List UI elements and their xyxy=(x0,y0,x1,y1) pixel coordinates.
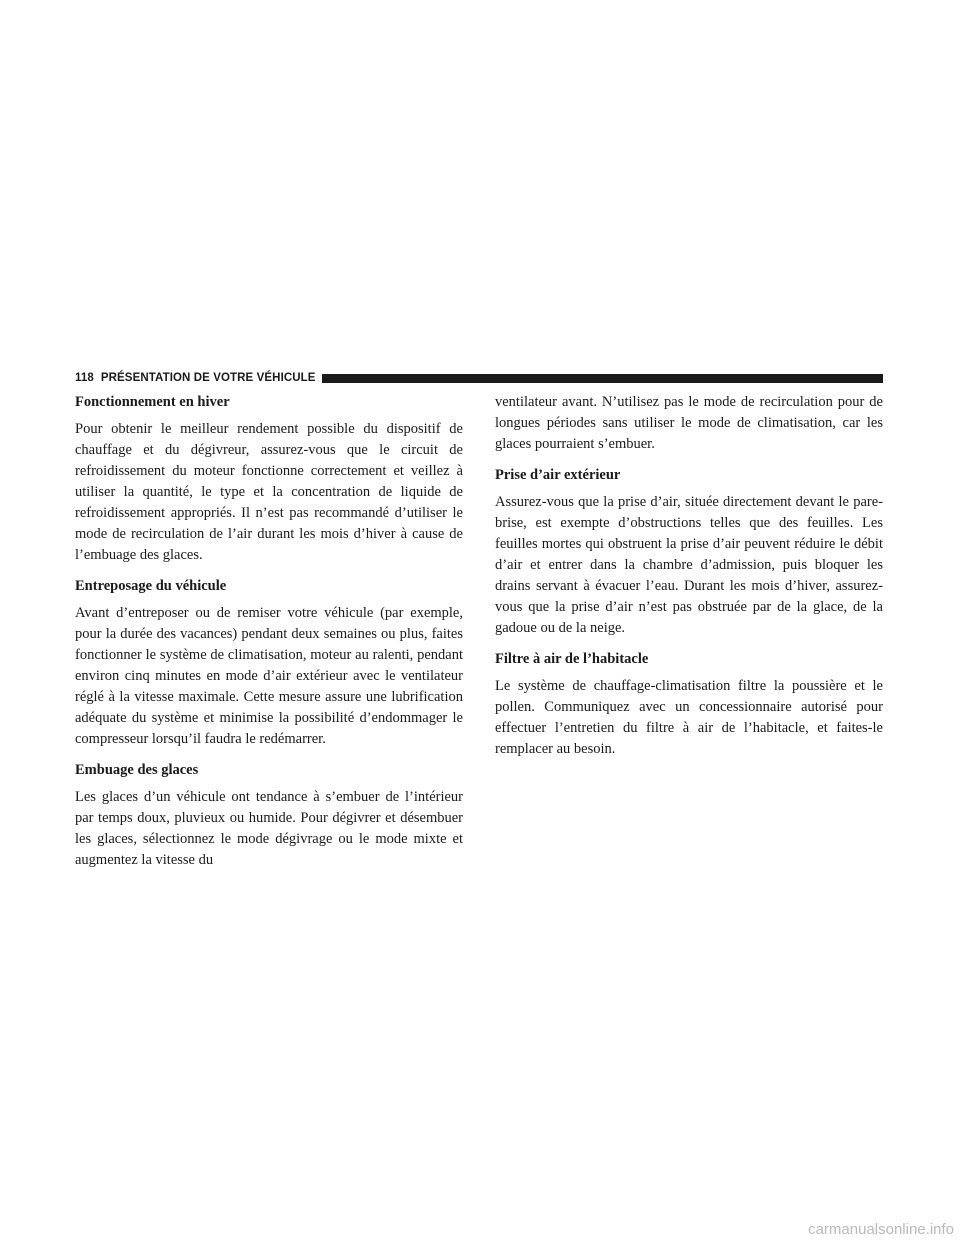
vehicle-storage-heading: Entreposage du véhicule xyxy=(75,578,227,594)
vehicle-storage-text: Avant d’entreposer ou de remiser votre véhicule (par exemple, pour la durée des vacances) pendant deux semaines ou plus, faites fonctionner le système de climatisation, moteur au ralenti, pendant environ cinq minutes en mode d’air extérieur avec le ventilateur réglé à la vitesse maximale. Cette mesure assure une lubrification adéquate du système et minimise la possibilité d’endommager le compresseur lorsqu’il faudra le redémarrer. xyxy=(75,605,463,747)
page-header xyxy=(75,370,883,386)
cabin-air-filter-heading: Filtre à air de l’habitacle xyxy=(495,651,649,667)
window-fogging-heading: Embuage des glaces xyxy=(75,762,199,778)
right-column xyxy=(495,392,883,770)
window-fogging-text: Les glaces d’un véhicule ont tendance à s’embuer de l’intérieur par temps doux, pluvieux ou humide. Pour dégivrer et désembuer les glaces, sélectionnez le mode dégivrage ou le mode mixte et augmentez la vitesse du xyxy=(75,789,463,868)
outside-air-intake-heading: Prise d’air extérieur xyxy=(495,467,621,483)
watermark: carmanualsonline.info xyxy=(808,1221,954,1238)
winter-operation-heading: Fonctionnement en hiver xyxy=(75,394,230,410)
section-title: PRÉSENTATION DE VOTRE VÉHICULE xyxy=(100,372,316,384)
window-fogging-continued-text: ventilateur avant. N’utilisez pas le mode de recirculation pour de longues périodes sans utiliser le mode de climatisation, car les glaces pourraient s’embuer. xyxy=(495,394,883,452)
page-number: 118 xyxy=(75,372,94,384)
header-rule xyxy=(322,374,883,383)
left-column xyxy=(75,392,463,881)
winter-operation-text: Pour obtenir le meilleur rendement possible du dispositif de chauffage et du dégivreur, assurez-vous que le circuit de refroidissement du moteur fonctionne correctement et veillez à utiliser la quantité, le type et la concentration de liquide de refroidissement appropriés. Il n’est pas recommandé d’utiliser le mode de recirculation de l’air durant les mois d’hiver à cause de l’embuage des glaces. xyxy=(75,421,463,563)
cabin-air-filter-text: Le système de chauffage-climatisation filtre la poussière et le pollen. Communiquez avec un concessionnaire autorisé pour effectuer l’entretien du filtre à air de l’habitacle, et faites-le remplacer au besoin. xyxy=(495,678,883,757)
outside-air-intake-text: Assurez-vous que la prise d’air, située directement devant le pare-brise, est exempte d’obstructions telles que des feuilles. Les feuilles mortes qui obstruent la prise d’air peuvent réduire le débit d’air et entrer dans la chambre d’admission, puis bloquer les drains servant à évacuer l’eau. Durant les mois d’hiver, assurez-vous que la prise d’air n’est pas obstruée par de la glace, de la gadoue ou de la neige. xyxy=(495,494,883,636)
